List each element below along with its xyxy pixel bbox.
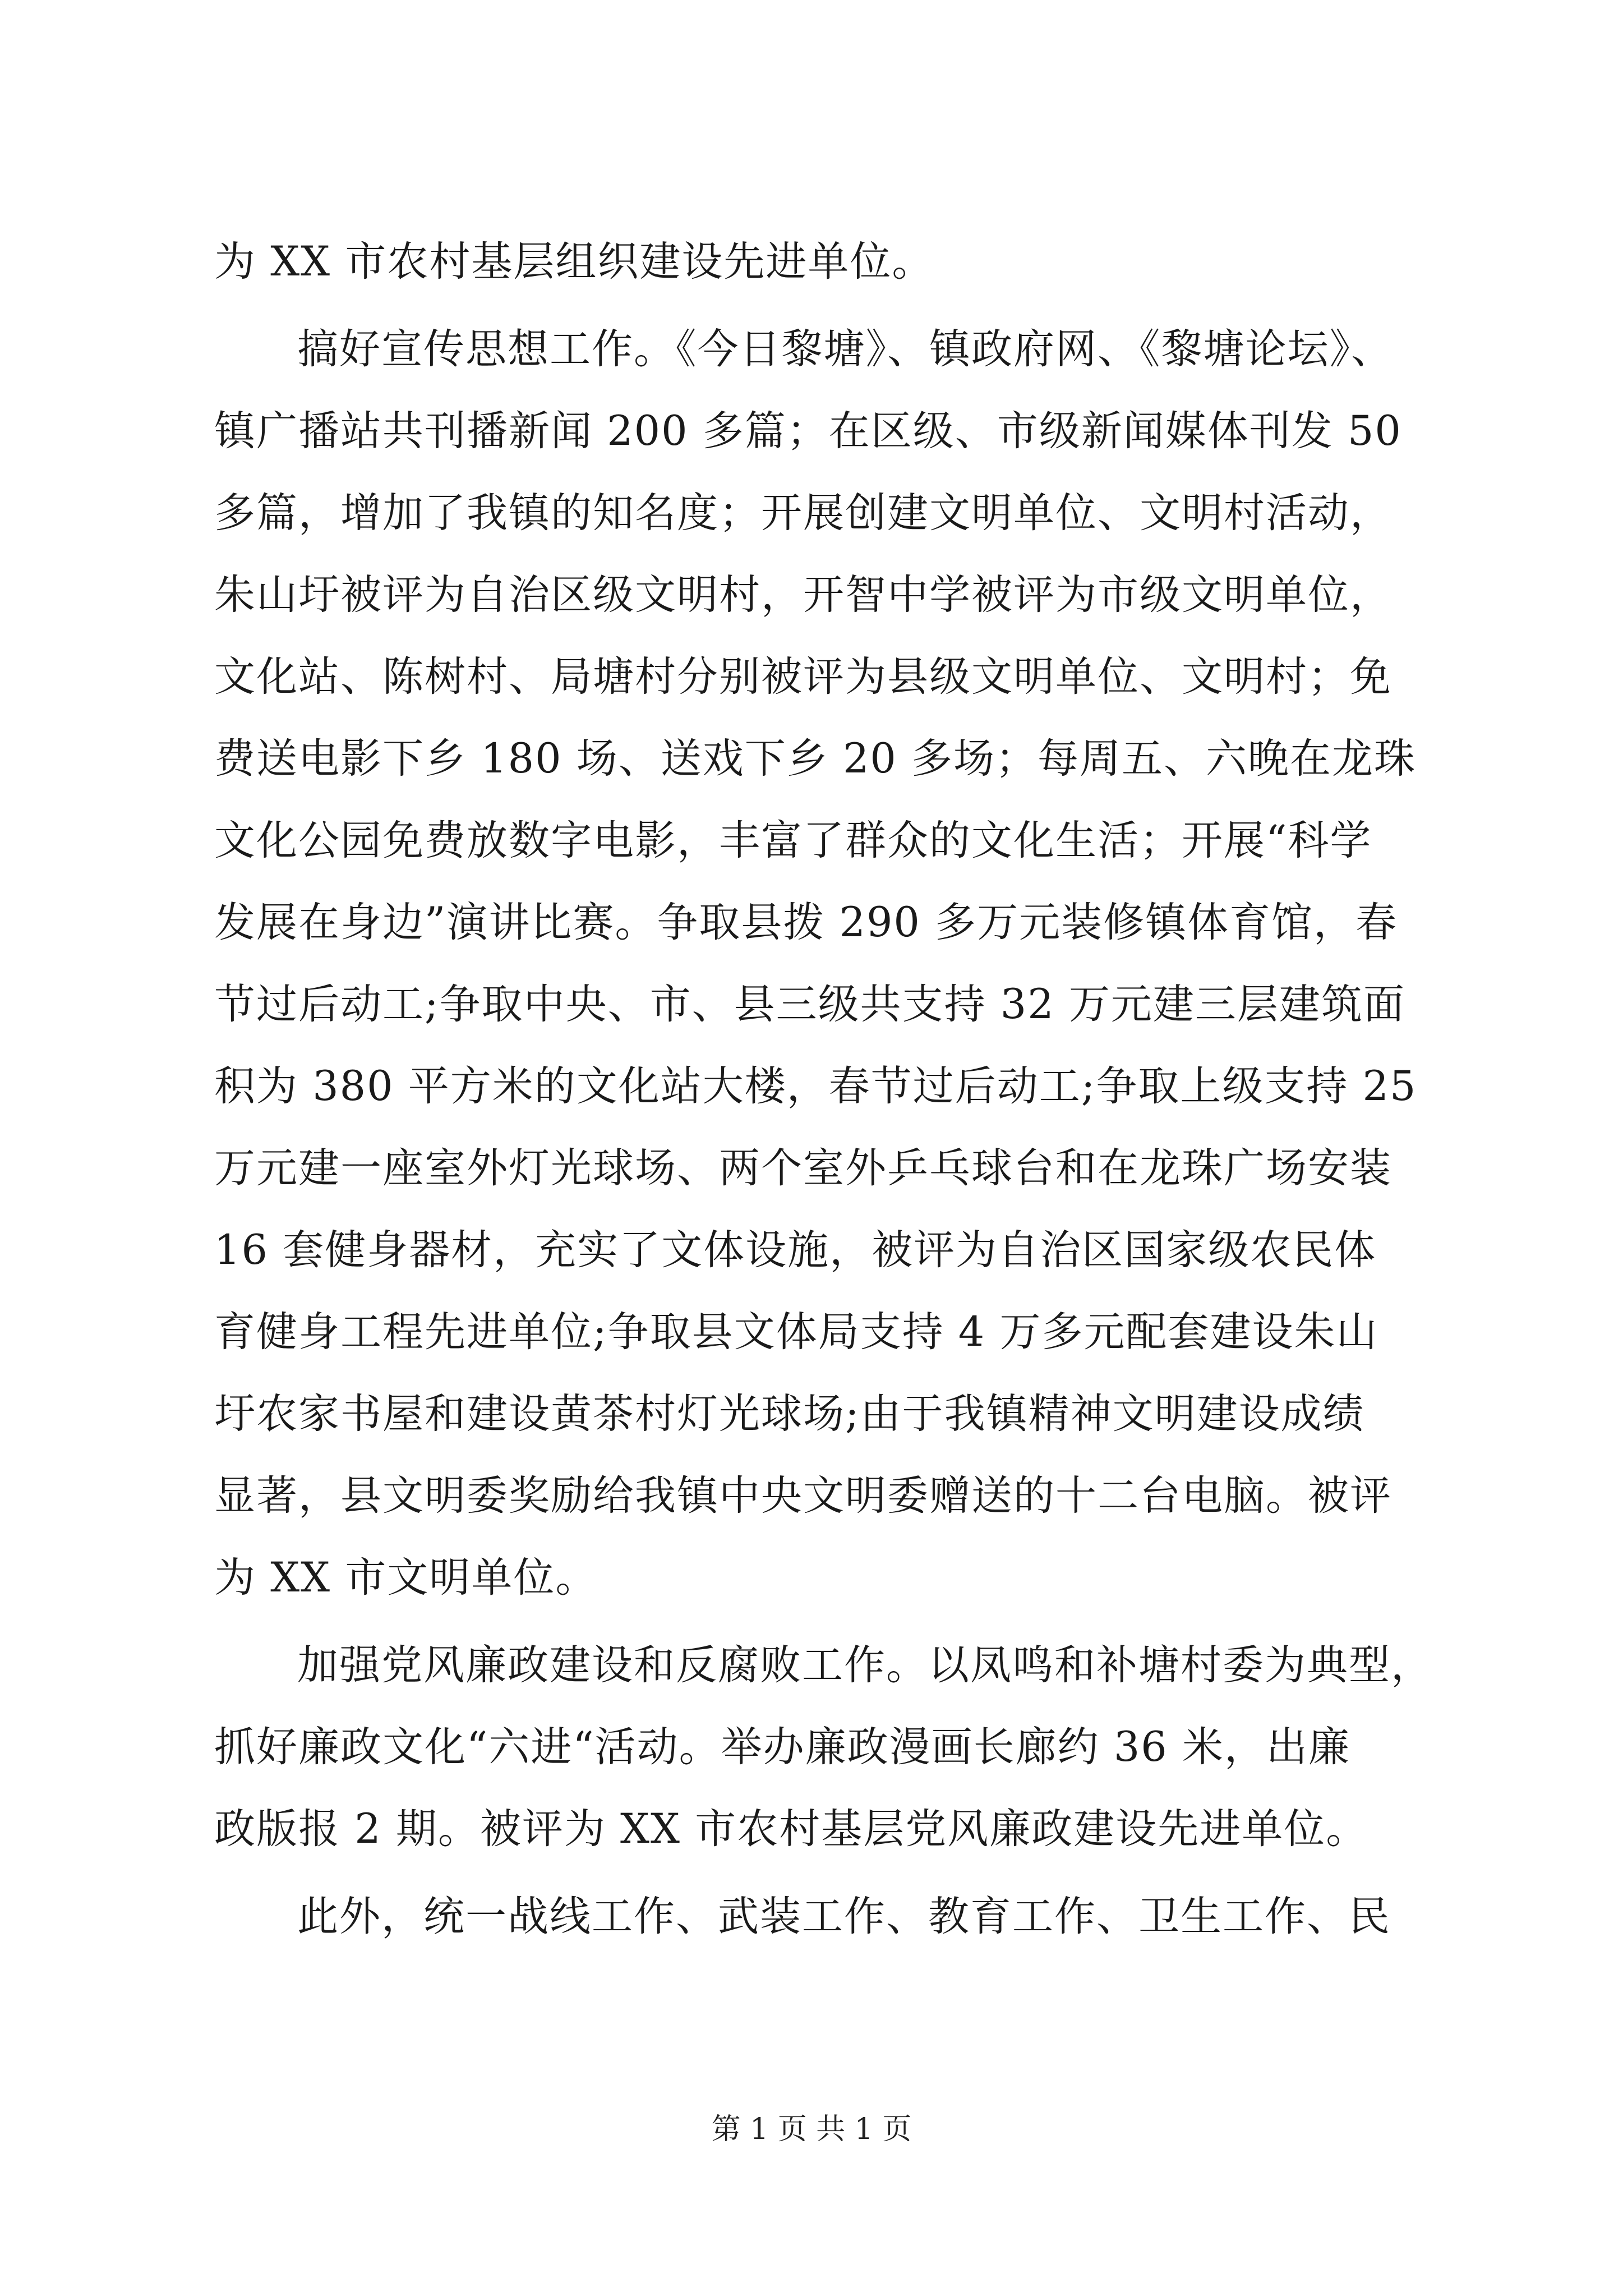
text-line: 费送电影下乡 180 场、送戏下乡 20 多场；每周五、六晚在龙珠 — [214, 735, 1417, 783]
text-line: 政版报 2 期。被评为 XX 市农村基层党风廉政建设先进单位。 — [214, 1805, 1368, 1853]
paragraph — [214, 1876, 1414, 1958]
text-line: 圩农家书屋和建设黄茶村灯光球场;由于我镇精神文明建设成绩 — [214, 1390, 1365, 1438]
text-line: 发展在身边”演讲比赛。争取县拨 290 多万元装修镇体育馆，春 — [214, 899, 1398, 946]
text-line: 积为 380 平方米的文化站大楼，春节过后动工;争取上级支持 25 — [214, 1062, 1417, 1110]
paragraph — [214, 1625, 1433, 1870]
paragraph — [214, 221, 1414, 303]
document-body — [214, 221, 1433, 1958]
text-line: 镇广播站共刊播新闻 200 多篇；在区级、市级新闻媒体刊发 50 — [214, 407, 1402, 455]
text-line: 16 套健身器材，充实了文体设施，被评为自治区国家级农民体 — [214, 1226, 1377, 1274]
paragraph — [214, 309, 1417, 1619]
text-line: 万元建一座室外灯光球场、两个室外乒乓球台和在龙珠广场安装 — [214, 1144, 1392, 1192]
text-line: 育健身工程先进单位;争取县文体局支持 4 万多元配套建设朱山 — [214, 1308, 1378, 1356]
text-line: 文化站、陈树村、局塘村分别被评为县级文明单位、文明村；免 — [214, 653, 1392, 701]
paragraph-gap — [214, 1619, 1414, 1625]
text-line: 为 XX 市文明单位。 — [214, 1554, 598, 1602]
text-line: 朱山圩被评为自治区级文明村，开智中学被评为市级文明单位， — [214, 571, 1392, 619]
text-line: 为 XX 市农村基层组织建设先进单位。 — [214, 238, 934, 286]
paragraph-gap — [214, 1870, 1414, 1876]
text-line: 加强党风廉政建设和反腐败工作。以凤鸣和补塘村委为典型， — [297, 1641, 1433, 1689]
text-line: 显著，县文明委奖励给我镇中央文明委赠送的十二台电脑。被评 — [214, 1472, 1392, 1520]
text-line: 抓好廉政文化“六进“活动。举办廉政漫画长廊约 36 米，出廉 — [214, 1723, 1350, 1771]
text-line: 搞好宣传思想工作。《今日黎塘》、镇政府网、《黎塘论坛》、 — [297, 325, 1393, 373]
text-line: 文化公园免费放数字电影，丰富了群众的文化生活；开展“科学 — [214, 817, 1372, 864]
text-line: 多篇，增加了我镇的知名度；开展创建文明单位、文明村活动， — [214, 489, 1392, 537]
text-line: 节过后动工;争取中央、市、县三级共支持 32 万元建三层建筑面 — [214, 981, 1405, 1028]
paragraph-gap — [214, 303, 1414, 309]
page-footer: 第 1 页 共 1 页 — [711, 2113, 912, 2146]
text-line: 此外，统一战线工作、武装工作、教育工作、卫生工作、民 — [297, 1893, 1391, 1940]
